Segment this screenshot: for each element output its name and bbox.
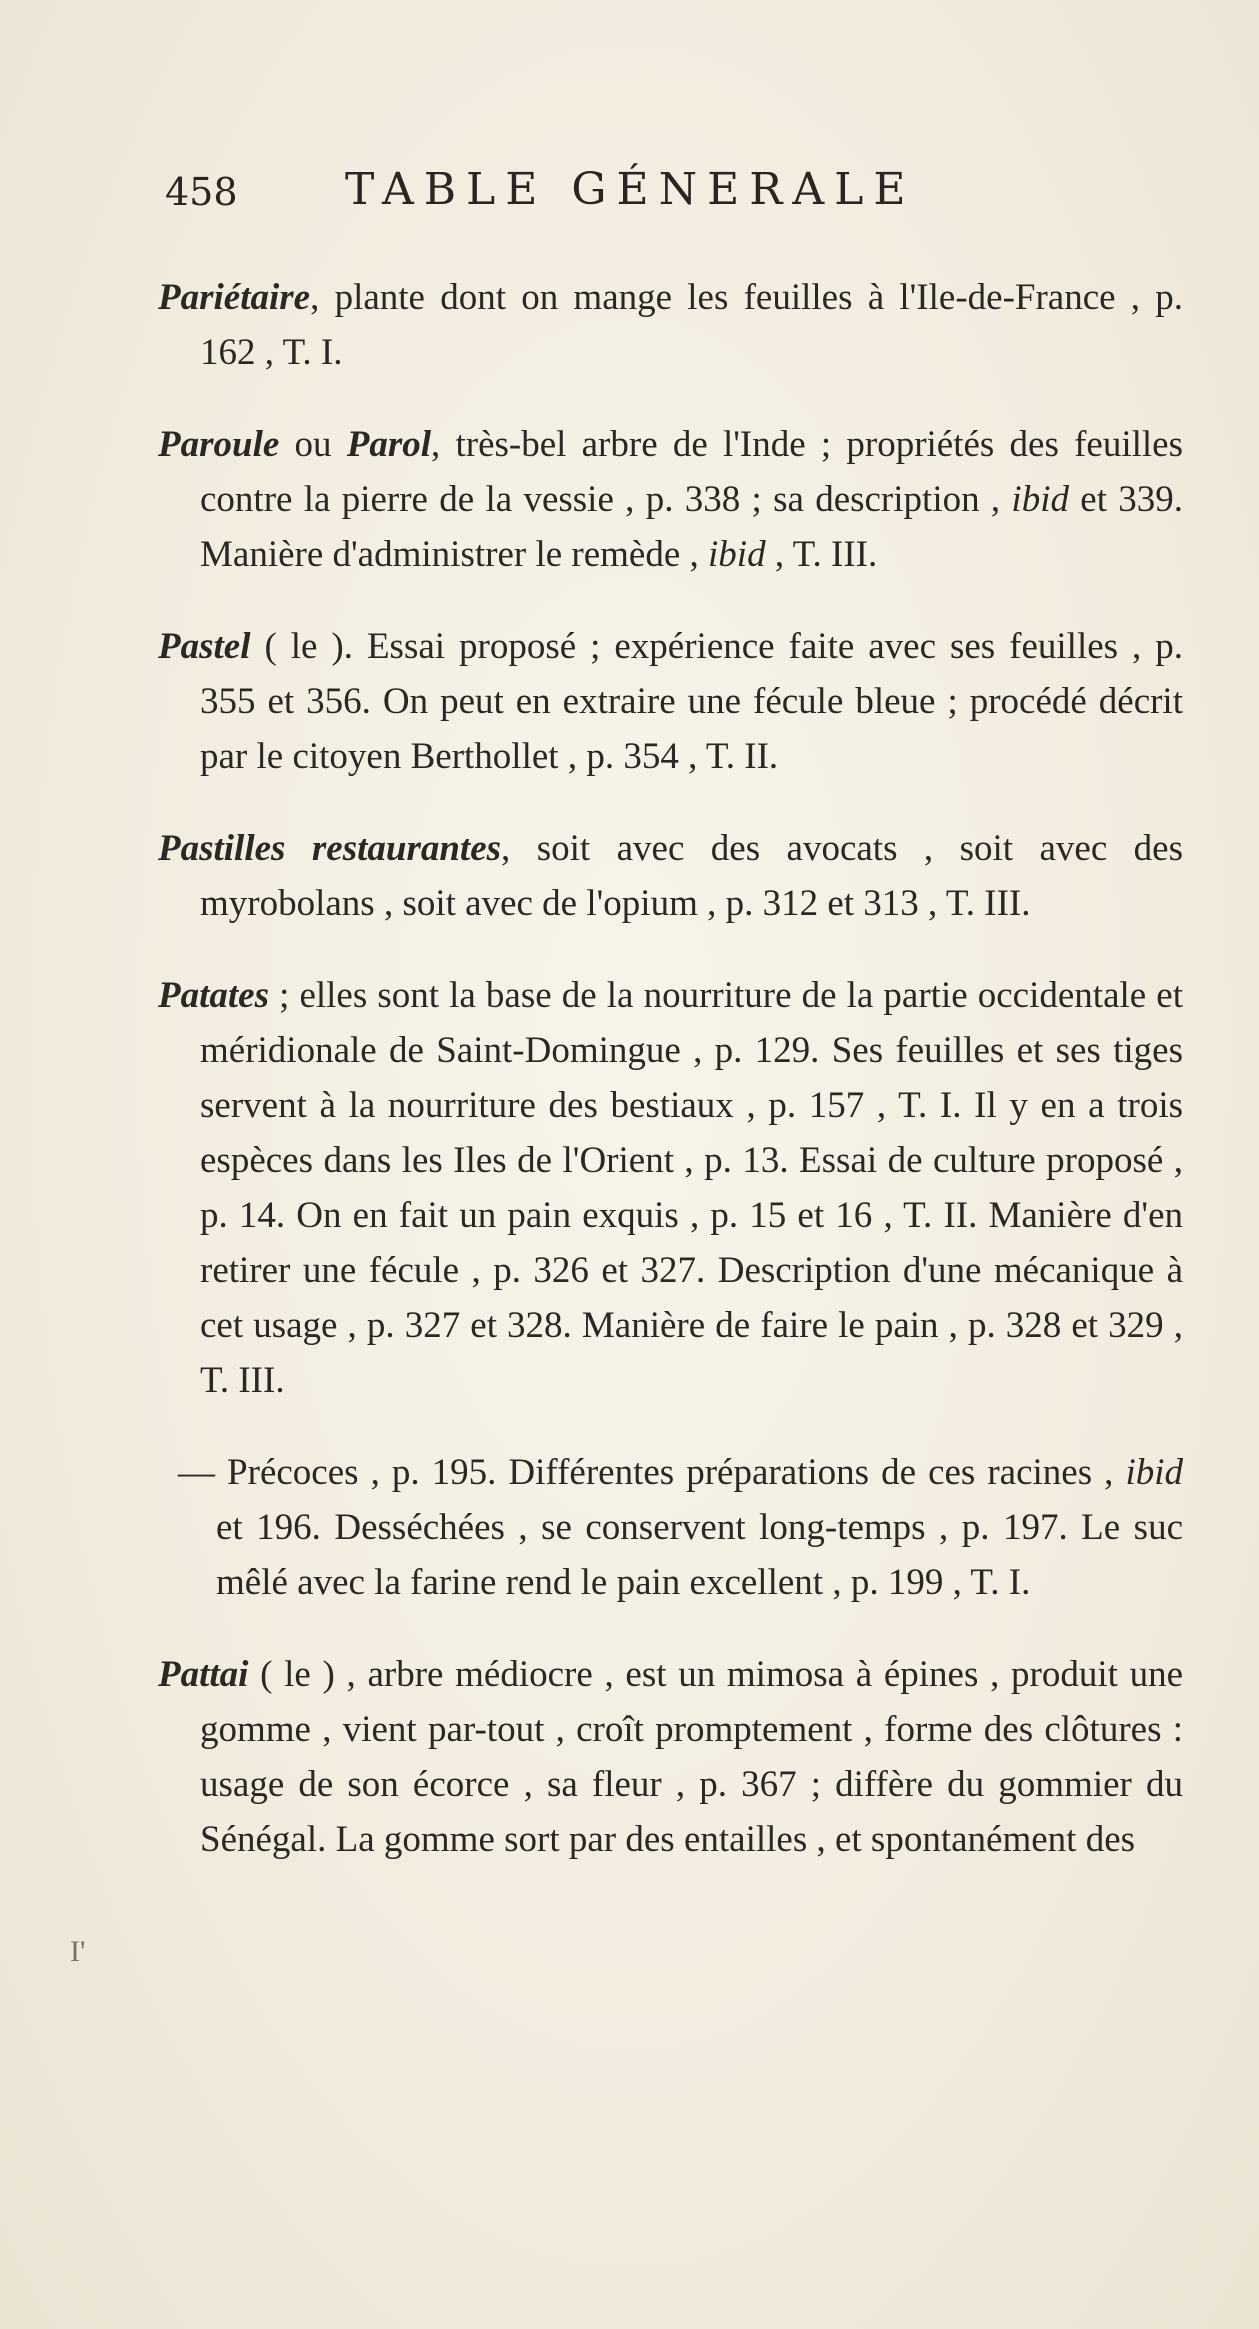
entry-dash: — xyxy=(178,1452,228,1493)
entry-headword: Patates xyxy=(158,975,269,1016)
margin-mark: I' xyxy=(70,1935,86,1968)
index-subentry-precoces xyxy=(158,1445,1183,1610)
index-entry-pastilles xyxy=(158,821,1183,931)
entry-headword: Pattai xyxy=(158,1654,249,1695)
entry-text: et 339. Manière d'administrer le remède , xyxy=(200,479,1184,575)
entry-headword-alt: Parol xyxy=(346,424,431,465)
entry-ibid: ibid xyxy=(708,534,766,575)
page-number: 458 xyxy=(165,170,238,214)
index-entries xyxy=(158,233,1183,1876)
index-entry-patates xyxy=(158,968,1183,1408)
index-entry-pastel xyxy=(158,619,1183,784)
entry-headword: Pastel xyxy=(158,626,251,667)
index-entry-parietaire xyxy=(158,270,1183,380)
index-entry-paroule xyxy=(158,417,1183,582)
entry-headword: Pastilles restaurantes xyxy=(158,828,502,869)
entry-text: , T. III. xyxy=(765,534,878,575)
running-title: TABLE GÉNERALE xyxy=(345,164,916,215)
entry-text: et 196. Desséchées , se conservent long-temps , p. 197. Le suc mêlé avec la farine rend le pain excellent , p. 199 , T. I. xyxy=(216,1507,1183,1603)
entry-text: , plante dont on mange les feuilles à l'Ile-de-France , p. 162 , T. I. xyxy=(200,277,1183,373)
page-header xyxy=(165,160,1005,230)
entry-text: , très-bel arbre de l'Inde ; propriétés des feuilles contre la pierre de la vessie , p. 338 ; sa description , xyxy=(200,424,1183,520)
entry-text: Précoces , p. 195. Différentes préparations de ces racines , xyxy=(227,1452,1126,1493)
index-entry-pattai xyxy=(158,1647,1183,1867)
entry-text: , soit avec des avocats , soit avec des myrobolans , soit avec de l'opium , p. 312 et 313 , T. III. xyxy=(200,828,1183,924)
entry-headword: Pariétaire xyxy=(158,277,311,318)
entry-connector: ou xyxy=(279,424,347,465)
entry-ibid: ibid xyxy=(1125,1452,1184,1493)
entry-text: ( le ). Essai proposé ; expérience faite avec ses feuilles , p. 355 et 356. On peut en extraire une fécule bleue ; procédé décrit par le citoyen Berthollet , p. 354 , T. II. xyxy=(200,626,1183,777)
entry-headword: Paroule xyxy=(158,424,280,465)
entry-text: ( le ) , arbre médiocre , est un mimosa à épines , produit une gomme , vient par-tout , croît promptement , forme des clôtures : usage de son écorce , sa fleur , p. 367 ; diffère du gommier du Sénégal. La gomme sort par des entailles , et spontanément des xyxy=(200,1654,1183,1860)
entry-text: ; elles sont la base de la nourriture de la partie occidentale et méridionale de Saint-Domingue , p. 129. Ses feuilles et ses tiges servent à la nourriture des bestiaux , p. 157 , T. I. Il y en a trois espèces dans les Iles de l'Orient , p. 13. Essai de culture proposé , p. 14. On en fait un pain exquis , p. 15 et 16 , T. II. Manière d'en retirer une fécule , p. 326 et 327. Description d'une mécanique à cet usage , p. 327 et 328. Manière de faire le pain , p. 328 et 329 , T. III. xyxy=(200,975,1183,1401)
entry-ibid: ibid xyxy=(1011,479,1069,520)
